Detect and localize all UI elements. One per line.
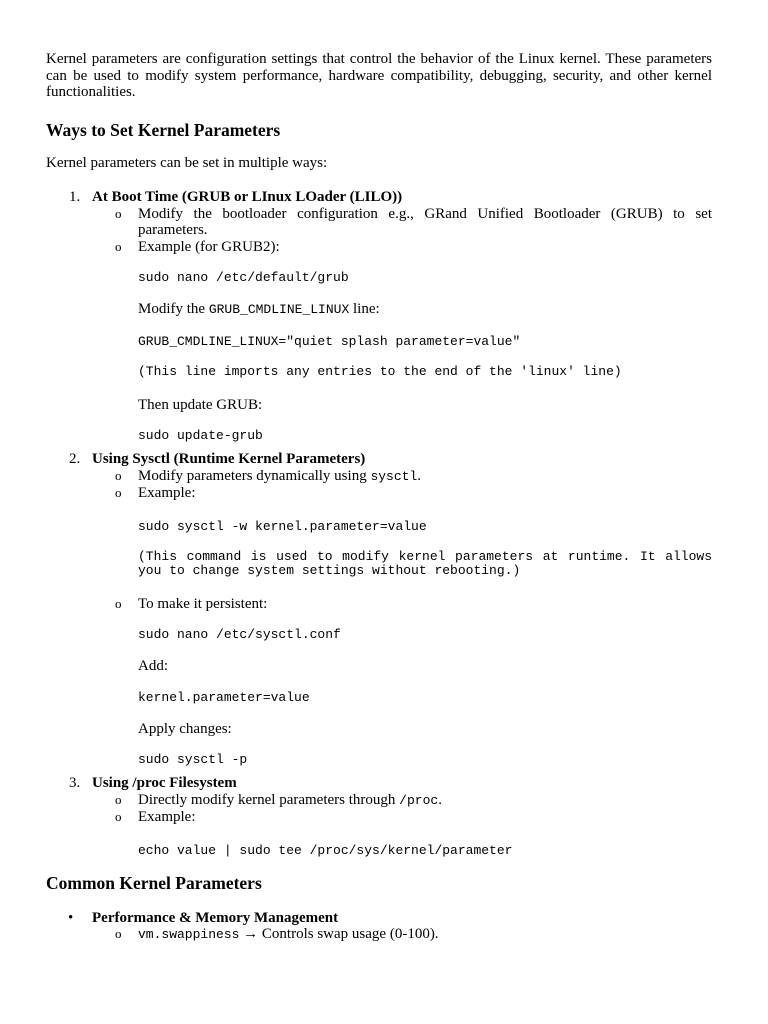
sub-bullet-text: Modify the bootloader configuration e.g., GRand Unified Bootloader (GRUB) to set parameters. bbox=[138, 205, 712, 238]
ways-lead: Kernel parameters can be set in multiple ways: bbox=[46, 154, 328, 171]
list-item bbox=[92, 926, 712, 944]
code-block: sudo update-grub bbox=[138, 428, 263, 443]
code-note: (This line imports any entries to the end of the 'linux' line) bbox=[138, 363, 622, 379]
method-sublist bbox=[92, 792, 712, 858]
document-page bbox=[46, 51, 720, 944]
inline-code: sysctl bbox=[370, 468, 418, 484]
sub-bullet-marker: o bbox=[115, 791, 122, 807]
list-item bbox=[92, 206, 712, 239]
paragraph: Then update GRUB: bbox=[138, 396, 263, 413]
sub-bullet-marker: o bbox=[115, 926, 122, 941]
sub-bullet-text bbox=[138, 468, 712, 486]
method-number: 1. bbox=[69, 189, 81, 205]
text-fragment: Controls swap usage (0-100). bbox=[261, 926, 439, 942]
sub-bullet-marker: o bbox=[115, 809, 122, 824]
list-item bbox=[92, 792, 712, 810]
method-sublist bbox=[92, 206, 712, 444]
list-item bbox=[92, 809, 712, 858]
paragraph bbox=[138, 301, 712, 319]
sub-bullet-text: To make it persistent: bbox=[138, 595, 268, 612]
inline-code: /proc bbox=[399, 792, 439, 808]
list-item bbox=[46, 910, 712, 944]
arrow-icon: → bbox=[239, 926, 262, 942]
sub-bullet-marker: o bbox=[115, 467, 122, 483]
bullet-marker: • bbox=[68, 909, 74, 926]
code-block: kernel.parameter=value bbox=[138, 689, 310, 705]
inline-code: vm.swappiness bbox=[138, 927, 240, 942]
code-block: sudo nano /etc/default/grub bbox=[138, 270, 349, 285]
code-block: sudo nano /etc/sysctl.conf bbox=[138, 627, 341, 642]
sub-bullet-marker: o bbox=[115, 238, 122, 254]
text-fragment: Directly modify kernel parameters through bbox=[138, 791, 400, 808]
method-item-boot-time bbox=[46, 189, 712, 443]
inline-code: GRUB_CMDLINE_LINUX bbox=[208, 302, 350, 317]
sub-bullet-marker: o bbox=[115, 205, 122, 221]
paragraph: Add: bbox=[138, 658, 168, 674]
common-heading: Common Kernel Parameters bbox=[46, 872, 262, 893]
sub-bullet-text: Example (for GRUB2): bbox=[138, 238, 280, 255]
code-block: sudo sysctl -w kernel.parameter=value bbox=[138, 518, 427, 534]
sub-bullet-marker: o bbox=[115, 485, 122, 500]
text-fragment: . bbox=[438, 791, 442, 808]
category-sublist bbox=[92, 926, 712, 944]
intro-paragraph: Kernel parameters are configuration settings that control the behavior of the Linux kernel. These parameters can be used to modify system performance, hardware compatibility, debugging, security, and other kernel functionalities. bbox=[46, 51, 712, 100]
sub-bullet-text: Example: bbox=[138, 809, 196, 825]
sub-bullet-marker: o bbox=[115, 595, 122, 611]
list-item bbox=[92, 485, 720, 596]
sub-bullet-text bbox=[138, 792, 712, 810]
list-item bbox=[92, 239, 712, 444]
methods-list bbox=[46, 189, 720, 858]
text-fragment: . bbox=[417, 467, 422, 484]
method-title: Using /proc Filesystem bbox=[92, 775, 237, 791]
code-block: echo value | sudo tee /proc/sys/kernel/parameter bbox=[138, 842, 513, 858]
common-params-list bbox=[46, 910, 712, 944]
paragraph: Apply changes: bbox=[138, 720, 232, 737]
text-fragment: line: bbox=[349, 301, 380, 317]
method-item-sysctl bbox=[46, 451, 720, 767]
method-title: At Boot Time (GRUB or LInux LOader (LILO)) bbox=[92, 189, 403, 205]
method-item-proc bbox=[46, 775, 712, 858]
code-block: GRUB_CMDLINE_LINUX="quiet splash parameter=value" bbox=[138, 333, 521, 349]
ways-heading: Ways to Set Kernel Parameters bbox=[46, 119, 281, 140]
method-number: 2. bbox=[69, 451, 81, 467]
list-item bbox=[92, 468, 712, 486]
list-item bbox=[92, 596, 712, 768]
method-sublist bbox=[92, 467, 720, 768]
method-number: 3. bbox=[69, 775, 81, 791]
text-fragment: Modify parameters dynamically using bbox=[138, 467, 371, 484]
code-note: (This command is used to modify kernel parameters at runtime. It allows you to change system settings without rebooting.) bbox=[138, 548, 720, 578]
sub-bullet-text: Example: bbox=[138, 485, 196, 501]
text-fragment: Modify the bbox=[138, 301, 209, 317]
code-block: sudo sysctl -p bbox=[138, 752, 248, 767]
method-title: Using Sysctl (Runtime Kernel Parameters) bbox=[92, 451, 366, 467]
sub-bullet-text bbox=[138, 926, 712, 944]
category-title: Performance & Memory Management bbox=[92, 909, 339, 926]
